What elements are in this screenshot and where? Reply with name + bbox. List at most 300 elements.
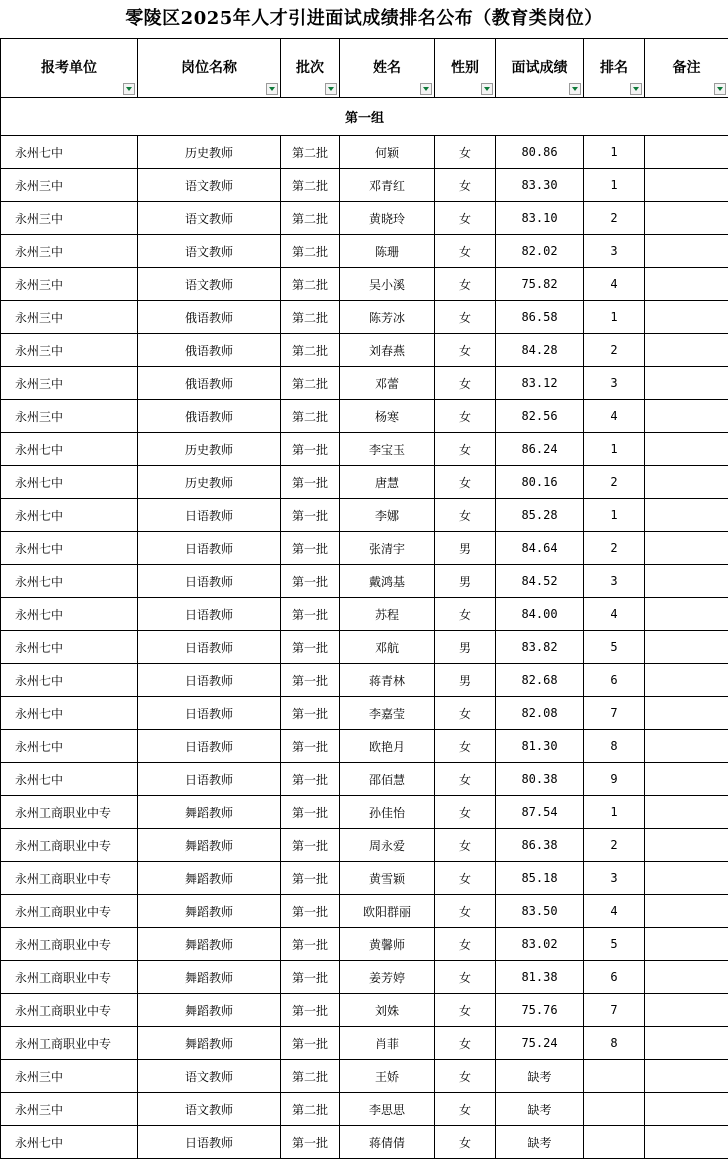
- cell-note[interactable]: [645, 367, 728, 400]
- cell-score[interactable]: 82.56: [496, 400, 584, 433]
- table-row: [1, 136, 728, 169]
- table-row: [1, 169, 728, 202]
- header-label: 岗位名称: [138, 39, 280, 97]
- cell-name[interactable]: 周永爱: [340, 829, 435, 862]
- table-row: [1, 235, 728, 268]
- cell-position[interactable]: 舞蹈教师: [138, 829, 281, 862]
- header-name: [340, 39, 435, 98]
- cell-batch[interactable]: 第一批: [281, 565, 340, 598]
- table-row: [1, 499, 728, 532]
- table-row: [1, 565, 728, 598]
- cell-score[interactable]: 75.82: [496, 268, 584, 301]
- cell-rank[interactable]: 1: [584, 499, 645, 532]
- cell-batch[interactable]: 第二批: [281, 1060, 340, 1093]
- results-table: [0, 38, 728, 1159]
- header-label: 备注: [645, 39, 728, 97]
- cell-rank[interactable]: 2: [584, 532, 645, 565]
- cell-rank[interactable]: 4: [584, 895, 645, 928]
- cell-rank[interactable]: 3: [584, 565, 645, 598]
- cell-position[interactable]: 历史教师: [138, 433, 281, 466]
- cell-batch[interactable]: 第一批: [281, 532, 340, 565]
- cell-batch[interactable]: 第一批: [281, 994, 340, 1027]
- cell-note[interactable]: [645, 334, 728, 367]
- cell-gender[interactable]: 女: [435, 466, 496, 499]
- cell-batch[interactable]: 第一批: [281, 895, 340, 928]
- cell-score[interactable]: 83.50: [496, 895, 584, 928]
- table-row: [1, 763, 728, 796]
- cell-position[interactable]: 日语教师: [138, 664, 281, 697]
- cell-unit[interactable]: 永州三中: [1, 268, 138, 301]
- cell-position[interactable]: 俄语教师: [138, 367, 281, 400]
- filter-dropdown-icon[interactable]: [325, 83, 337, 95]
- table-row: [1, 730, 728, 763]
- cell-unit[interactable]: 永州七中: [1, 664, 138, 697]
- cell-batch[interactable]: 第二批: [281, 400, 340, 433]
- cell-name[interactable]: 戴鸿基: [340, 565, 435, 598]
- cell-rank[interactable]: 8: [584, 730, 645, 763]
- cell-note[interactable]: [645, 730, 728, 763]
- header-row: [1, 39, 728, 98]
- cell-note[interactable]: [645, 796, 728, 829]
- cell-note[interactable]: [645, 664, 728, 697]
- cell-position[interactable]: 语文教师: [138, 1060, 281, 1093]
- cell-name[interactable]: 邵佰慧: [340, 763, 435, 796]
- cell-name[interactable]: 孙佳怡: [340, 796, 435, 829]
- cell-score[interactable]: 83.10: [496, 202, 584, 235]
- cell-rank[interactable]: 4: [584, 598, 645, 631]
- cell-batch[interactable]: 第一批: [281, 1027, 340, 1060]
- cell-unit[interactable]: 永州七中: [1, 1126, 138, 1159]
- cell-name[interactable]: 刘姝: [340, 994, 435, 1027]
- cell-score[interactable]: 87.54: [496, 796, 584, 829]
- cell-position[interactable]: 日语教师: [138, 730, 281, 763]
- cell-position[interactable]: 舞蹈教师: [138, 895, 281, 928]
- cell-unit[interactable]: 永州三中: [1, 301, 138, 334]
- cell-rank[interactable]: 7: [584, 994, 645, 1027]
- cell-gender[interactable]: 女: [435, 598, 496, 631]
- cell-name[interactable]: 姜芳婷: [340, 961, 435, 994]
- cell-note[interactable]: [645, 994, 728, 1027]
- cell-position[interactable]: 舞蹈教师: [138, 796, 281, 829]
- cell-batch[interactable]: 第一批: [281, 631, 340, 664]
- cell-score[interactable]: 82.02: [496, 235, 584, 268]
- cell-rank[interactable]: 5: [584, 928, 645, 961]
- filter-dropdown-icon[interactable]: [481, 83, 493, 95]
- cell-name[interactable]: 何颖: [340, 136, 435, 169]
- cell-note[interactable]: [645, 961, 728, 994]
- header-gender: [435, 39, 496, 98]
- cell-batch[interactable]: 第一批: [281, 466, 340, 499]
- cell-position[interactable]: 语文教师: [138, 235, 281, 268]
- cell-score[interactable]: 85.18: [496, 862, 584, 895]
- table-row: [1, 1060, 728, 1093]
- cell-gender[interactable]: 女: [435, 928, 496, 961]
- cell-batch[interactable]: 第一批: [281, 829, 340, 862]
- cell-position[interactable]: 日语教师: [138, 499, 281, 532]
- filter-dropdown-icon[interactable]: [569, 83, 581, 95]
- cell-gender[interactable]: 女: [435, 334, 496, 367]
- cell-unit[interactable]: 永州三中: [1, 1093, 138, 1126]
- header-label: 排名: [584, 39, 644, 97]
- cell-position[interactable]: 日语教师: [138, 763, 281, 796]
- cell-note[interactable]: [645, 433, 728, 466]
- table-row: [1, 532, 728, 565]
- cell-gender[interactable]: 女: [435, 730, 496, 763]
- cell-batch[interactable]: 第二批: [281, 367, 340, 400]
- cell-name[interactable]: 李嘉莹: [340, 697, 435, 730]
- cell-gender[interactable]: 女: [435, 268, 496, 301]
- cell-note[interactable]: [645, 202, 728, 235]
- cell-batch[interactable]: 第二批: [281, 169, 340, 202]
- cell-rank[interactable]: 3: [584, 235, 645, 268]
- cell-rank[interactable]: 2: [584, 334, 645, 367]
- cell-gender[interactable]: 男: [435, 664, 496, 697]
- cell-gender[interactable]: 女: [435, 796, 496, 829]
- cell-name[interactable]: 吴小溪: [340, 268, 435, 301]
- header-label: 姓名: [340, 39, 434, 97]
- cell-rank[interactable]: 4: [584, 268, 645, 301]
- cell-batch[interactable]: 第一批: [281, 697, 340, 730]
- cell-gender[interactable]: 女: [435, 235, 496, 268]
- cell-gender[interactable]: 女: [435, 763, 496, 796]
- cell-position[interactable]: 历史教师: [138, 466, 281, 499]
- group-row: [1, 98, 728, 136]
- cell-name[interactable]: 邓青红: [340, 169, 435, 202]
- cell-rank[interactable]: 8: [584, 1027, 645, 1060]
- cell-unit[interactable]: 永州七中: [1, 763, 138, 796]
- table-row: [1, 961, 728, 994]
- cell-score[interactable]: 83.12: [496, 367, 584, 400]
- cell-gender[interactable]: 女: [435, 367, 496, 400]
- cell-name[interactable]: 蒋青林: [340, 664, 435, 697]
- cell-position[interactable]: 俄语教师: [138, 400, 281, 433]
- cell-gender[interactable]: 女: [435, 895, 496, 928]
- cell-position[interactable]: 历史教师: [138, 136, 281, 169]
- cell-position[interactable]: 日语教师: [138, 532, 281, 565]
- table-row: [1, 994, 728, 1027]
- cell-score[interactable]: 75.24: [496, 1027, 584, 1060]
- cell-note[interactable]: [645, 829, 728, 862]
- cell-note[interactable]: [645, 862, 728, 895]
- cell-batch[interactable]: 第二批: [281, 202, 340, 235]
- cell-unit[interactable]: 永州七中: [1, 565, 138, 598]
- header-batch: [281, 39, 340, 98]
- page-title: 零陵区2025年人才引进面试成绩排名公布（教育类岗位）: [0, 0, 728, 38]
- cell-unit[interactable]: 永州三中: [1, 334, 138, 367]
- cell-unit[interactable]: 永州工商职业中专: [1, 829, 138, 862]
- table-row: [1, 796, 728, 829]
- cell-rank[interactable]: 7: [584, 697, 645, 730]
- cell-gender[interactable]: 男: [435, 532, 496, 565]
- cell-score[interactable]: 75.76: [496, 994, 584, 1027]
- table-row: [1, 1126, 728, 1159]
- cell-batch[interactable]: 第一批: [281, 433, 340, 466]
- cell-name[interactable]: 王娇: [340, 1060, 435, 1093]
- cell-name[interactable]: 陈珊: [340, 235, 435, 268]
- table-row: [1, 301, 728, 334]
- table-row: [1, 928, 728, 961]
- cell-unit[interactable]: 永州七中: [1, 532, 138, 565]
- cell-score[interactable]: 82.08: [496, 697, 584, 730]
- cell-score[interactable]: 缺考: [496, 1126, 584, 1159]
- cell-position[interactable]: 语文教师: [138, 169, 281, 202]
- cell-rank[interactable]: 1: [584, 796, 645, 829]
- cell-rank[interactable]: 1: [584, 301, 645, 334]
- cell-rank[interactable]: 4: [584, 400, 645, 433]
- cell-name[interactable]: 杨寒: [340, 400, 435, 433]
- cell-rank[interactable]: 9: [584, 763, 645, 796]
- cell-name[interactable]: 黄晓玲: [340, 202, 435, 235]
- cell-batch[interactable]: 第一批: [281, 862, 340, 895]
- table-row: [1, 202, 728, 235]
- cell-score[interactable]: 缺考: [496, 1060, 584, 1093]
- cell-note[interactable]: [645, 697, 728, 730]
- cell-gender[interactable]: 女: [435, 169, 496, 202]
- cell-gender[interactable]: 女: [435, 499, 496, 532]
- cell-name[interactable]: 黄馨师: [340, 928, 435, 961]
- cell-position[interactable]: 俄语教师: [138, 334, 281, 367]
- cell-score[interactable]: 83.02: [496, 928, 584, 961]
- cell-position[interactable]: 舞蹈教师: [138, 928, 281, 961]
- cell-score[interactable]: 80.86: [496, 136, 584, 169]
- table-row: [1, 1027, 728, 1060]
- cell-name[interactable]: 邓航: [340, 631, 435, 664]
- cell-name[interactable]: 李娜: [340, 499, 435, 532]
- cell-rank[interactable]: 3: [584, 367, 645, 400]
- cell-position[interactable]: 日语教师: [138, 697, 281, 730]
- cell-gender[interactable]: 男: [435, 565, 496, 598]
- cell-position[interactable]: 语文教师: [138, 202, 281, 235]
- cell-gender[interactable]: 女: [435, 829, 496, 862]
- cell-position[interactable]: 舞蹈教师: [138, 994, 281, 1027]
- header-unit: [1, 39, 138, 98]
- cell-gender[interactable]: 女: [435, 1027, 496, 1060]
- cell-gender[interactable]: 女: [435, 400, 496, 433]
- table-row: [1, 664, 728, 697]
- cell-batch[interactable]: 第一批: [281, 598, 340, 631]
- filter-dropdown-icon[interactable]: [266, 83, 278, 95]
- cell-gender[interactable]: 女: [435, 862, 496, 895]
- cell-note[interactable]: [645, 301, 728, 334]
- table-row: [1, 367, 728, 400]
- cell-position[interactable]: 日语教师: [138, 1126, 281, 1159]
- cell-position[interactable]: 舞蹈教师: [138, 1027, 281, 1060]
- cell-gender[interactable]: 女: [435, 136, 496, 169]
- cell-gender[interactable]: 女: [435, 961, 496, 994]
- header-rank: [584, 39, 645, 98]
- cell-score[interactable]: 86.58: [496, 301, 584, 334]
- cell-position[interactable]: 日语教师: [138, 631, 281, 664]
- cell-batch[interactable]: 第二批: [281, 1093, 340, 1126]
- cell-score[interactable]: 83.82: [496, 631, 584, 664]
- cell-note[interactable]: [645, 136, 728, 169]
- cell-score[interactable]: 缺考: [496, 1093, 584, 1126]
- cell-rank[interactable]: [584, 1126, 645, 1159]
- cell-rank[interactable]: 3: [584, 862, 645, 895]
- cell-unit[interactable]: 永州工商职业中专: [1, 796, 138, 829]
- cell-score[interactable]: 84.00: [496, 598, 584, 631]
- cell-rank[interactable]: 1: [584, 136, 645, 169]
- table-row: [1, 1093, 728, 1126]
- cell-batch[interactable]: 第一批: [281, 664, 340, 697]
- cell-position[interactable]: 日语教师: [138, 565, 281, 598]
- cell-unit[interactable]: 永州七中: [1, 730, 138, 763]
- cell-gender[interactable]: 女: [435, 1060, 496, 1093]
- cell-unit[interactable]: 永州工商职业中专: [1, 928, 138, 961]
- cell-note[interactable]: [645, 895, 728, 928]
- cell-batch[interactable]: 第一批: [281, 1126, 340, 1159]
- cell-name[interactable]: 张清宇: [340, 532, 435, 565]
- cell-rank[interactable]: 1: [584, 433, 645, 466]
- table-row: [1, 268, 728, 301]
- cell-note[interactable]: [645, 499, 728, 532]
- header-label: 性别: [435, 39, 495, 97]
- cell-unit[interactable]: 永州工商职业中专: [1, 895, 138, 928]
- cell-unit[interactable]: 永州七中: [1, 598, 138, 631]
- cell-batch[interactable]: 第二批: [281, 334, 340, 367]
- cell-batch[interactable]: 第二批: [281, 235, 340, 268]
- cell-note[interactable]: [645, 1093, 728, 1126]
- cell-note[interactable]: [645, 400, 728, 433]
- cell-score[interactable]: 81.30: [496, 730, 584, 763]
- cell-unit[interactable]: 永州三中: [1, 400, 138, 433]
- cell-unit[interactable]: 永州三中: [1, 235, 138, 268]
- header-label: 批次: [281, 39, 339, 97]
- table-row: [1, 400, 728, 433]
- cell-unit[interactable]: 永州七中: [1, 433, 138, 466]
- cell-gender[interactable]: 女: [435, 1126, 496, 1159]
- cell-position[interactable]: 舞蹈教师: [138, 862, 281, 895]
- cell-rank[interactable]: 6: [584, 961, 645, 994]
- table-row: [1, 631, 728, 664]
- cell-unit[interactable]: 永州七中: [1, 631, 138, 664]
- cell-score[interactable]: 80.38: [496, 763, 584, 796]
- cell-rank[interactable]: [584, 1060, 645, 1093]
- cell-position[interactable]: 语文教师: [138, 1093, 281, 1126]
- cell-note[interactable]: [645, 565, 728, 598]
- cell-note[interactable]: [645, 169, 728, 202]
- cell-batch[interactable]: 第一批: [281, 499, 340, 532]
- cell-name[interactable]: 黄雪颖: [340, 862, 435, 895]
- cell-gender[interactable]: 女: [435, 1093, 496, 1126]
- table-row: [1, 466, 728, 499]
- cell-gender[interactable]: 女: [435, 433, 496, 466]
- filter-dropdown-icon[interactable]: [420, 83, 432, 95]
- cell-note[interactable]: [645, 1060, 728, 1093]
- cell-rank[interactable]: 1: [584, 169, 645, 202]
- header-position: [138, 39, 281, 98]
- cell-unit[interactable]: 永州三中: [1, 169, 138, 202]
- cell-batch[interactable]: 第一批: [281, 961, 340, 994]
- cell-batch[interactable]: 第一批: [281, 796, 340, 829]
- cell-position[interactable]: 舞蹈教师: [138, 961, 281, 994]
- cell-unit[interactable]: 永州工商职业中专: [1, 1027, 138, 1060]
- cell-batch[interactable]: 第二批: [281, 268, 340, 301]
- table-row: [1, 862, 728, 895]
- cell-rank[interactable]: 2: [584, 202, 645, 235]
- header-note: [645, 39, 728, 98]
- filter-dropdown-icon[interactable]: [714, 83, 726, 95]
- cell-note[interactable]: [645, 235, 728, 268]
- cell-position[interactable]: 俄语教师: [138, 301, 281, 334]
- cell-score[interactable]: 82.68: [496, 664, 584, 697]
- cell-score[interactable]: 84.52: [496, 565, 584, 598]
- cell-unit[interactable]: 永州七中: [1, 136, 138, 169]
- cell-rank[interactable]: 6: [584, 664, 645, 697]
- cell-name[interactable]: 唐慧: [340, 466, 435, 499]
- cell-rank[interactable]: 2: [584, 466, 645, 499]
- cell-unit[interactable]: 永州工商职业中专: [1, 862, 138, 895]
- cell-note[interactable]: [645, 763, 728, 796]
- cell-unit[interactable]: 永州三中: [1, 367, 138, 400]
- cell-batch[interactable]: 第一批: [281, 928, 340, 961]
- cell-rank[interactable]: [584, 1093, 645, 1126]
- cell-name[interactable]: 欧阳群丽: [340, 895, 435, 928]
- cell-batch[interactable]: 第二批: [281, 136, 340, 169]
- cell-gender[interactable]: 女: [435, 697, 496, 730]
- cell-note[interactable]: [645, 1126, 728, 1159]
- cell-score[interactable]: 81.38: [496, 961, 584, 994]
- cell-gender[interactable]: 女: [435, 301, 496, 334]
- cell-position[interactable]: 语文教师: [138, 268, 281, 301]
- cell-name[interactable]: 蒋倩倩: [340, 1126, 435, 1159]
- cell-note[interactable]: [645, 268, 728, 301]
- cell-name[interactable]: 李思思: [340, 1093, 435, 1126]
- cell-unit[interactable]: 永州七中: [1, 499, 138, 532]
- cell-name[interactable]: 陈芳冰: [340, 301, 435, 334]
- cell-unit[interactable]: 永州工商职业中专: [1, 961, 138, 994]
- cell-name[interactable]: 欧艳月: [340, 730, 435, 763]
- cell-name[interactable]: 苏程: [340, 598, 435, 631]
- cell-unit[interactable]: 永州三中: [1, 202, 138, 235]
- cell-batch[interactable]: 第一批: [281, 763, 340, 796]
- cell-batch[interactable]: 第一批: [281, 730, 340, 763]
- cell-score[interactable]: 84.64: [496, 532, 584, 565]
- cell-note[interactable]: [645, 928, 728, 961]
- cell-position[interactable]: 日语教师: [138, 598, 281, 631]
- cell-name[interactable]: 邓蕾: [340, 367, 435, 400]
- cell-gender[interactable]: 男: [435, 631, 496, 664]
- header-label: 报考单位: [1, 39, 137, 97]
- cell-score[interactable]: 85.28: [496, 499, 584, 532]
- cell-gender[interactable]: 女: [435, 994, 496, 1027]
- cell-score[interactable]: 86.24: [496, 433, 584, 466]
- cell-rank[interactable]: 2: [584, 829, 645, 862]
- cell-score[interactable]: 84.28: [496, 334, 584, 367]
- filter-dropdown-icon[interactable]: [630, 83, 642, 95]
- cell-note[interactable]: [645, 466, 728, 499]
- cell-unit[interactable]: 永州工商职业中专: [1, 994, 138, 1027]
- cell-score[interactable]: 83.30: [496, 169, 584, 202]
- cell-batch[interactable]: 第二批: [281, 301, 340, 334]
- cell-note[interactable]: [645, 598, 728, 631]
- cell-score[interactable]: 80.16: [496, 466, 584, 499]
- cell-note[interactable]: [645, 532, 728, 565]
- cell-name[interactable]: 肖菲: [340, 1027, 435, 1060]
- cell-note[interactable]: [645, 631, 728, 664]
- cell-unit[interactable]: 永州三中: [1, 1060, 138, 1093]
- table-row: [1, 433, 728, 466]
- cell-unit[interactable]: 永州七中: [1, 697, 138, 730]
- cell-name[interactable]: 刘春燕: [340, 334, 435, 367]
- cell-unit[interactable]: 永州七中: [1, 466, 138, 499]
- cell-score[interactable]: 86.38: [496, 829, 584, 862]
- cell-rank[interactable]: 5: [584, 631, 645, 664]
- filter-dropdown-icon[interactable]: [123, 83, 135, 95]
- cell-name[interactable]: 李宝玉: [340, 433, 435, 466]
- cell-gender[interactable]: 女: [435, 202, 496, 235]
- cell-note[interactable]: [645, 1027, 728, 1060]
